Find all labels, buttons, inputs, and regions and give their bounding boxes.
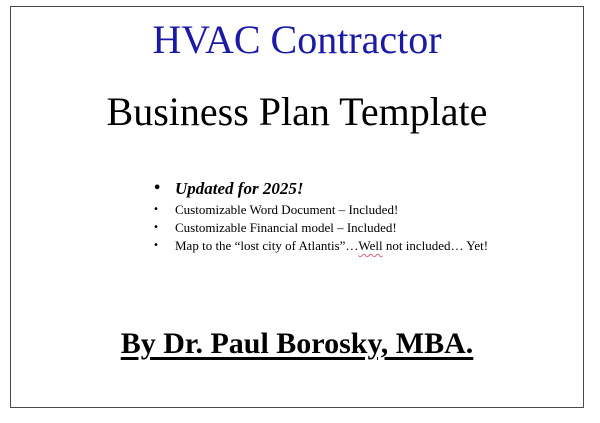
bullet-text: Customizable Word Document – Included! xyxy=(175,202,399,217)
bullet-text-end: not included… Yet! xyxy=(382,238,489,253)
bullet-item-atlantis-map xyxy=(151,237,488,255)
bullet-icon: • xyxy=(153,181,162,196)
feature-bullet-list xyxy=(151,177,488,255)
bullet-icon: • xyxy=(153,204,159,215)
bullet-item-financial-model xyxy=(151,219,488,237)
bullet-text-start: Map to the “lost city of Atlantis”… xyxy=(175,238,359,253)
bullet-text: Updated for 2025! xyxy=(175,179,304,198)
bullet-icon: • xyxy=(153,240,159,251)
author-byline: By Dr. Paul Borosky, MBA. xyxy=(120,327,474,360)
bullet-icon: • xyxy=(153,222,159,233)
bullet-item-updated xyxy=(151,177,488,201)
document-page xyxy=(10,6,584,408)
bullet-item-word-document xyxy=(151,201,488,219)
spellcheck-flagged-word[interactable]: Well xyxy=(358,238,383,253)
title-hvac-contractor: HVAC Contractor xyxy=(152,17,442,62)
title-business-plan-template: Business Plan Template xyxy=(106,89,488,134)
bullet-text: Customizable Financial model – Included! xyxy=(175,220,397,235)
